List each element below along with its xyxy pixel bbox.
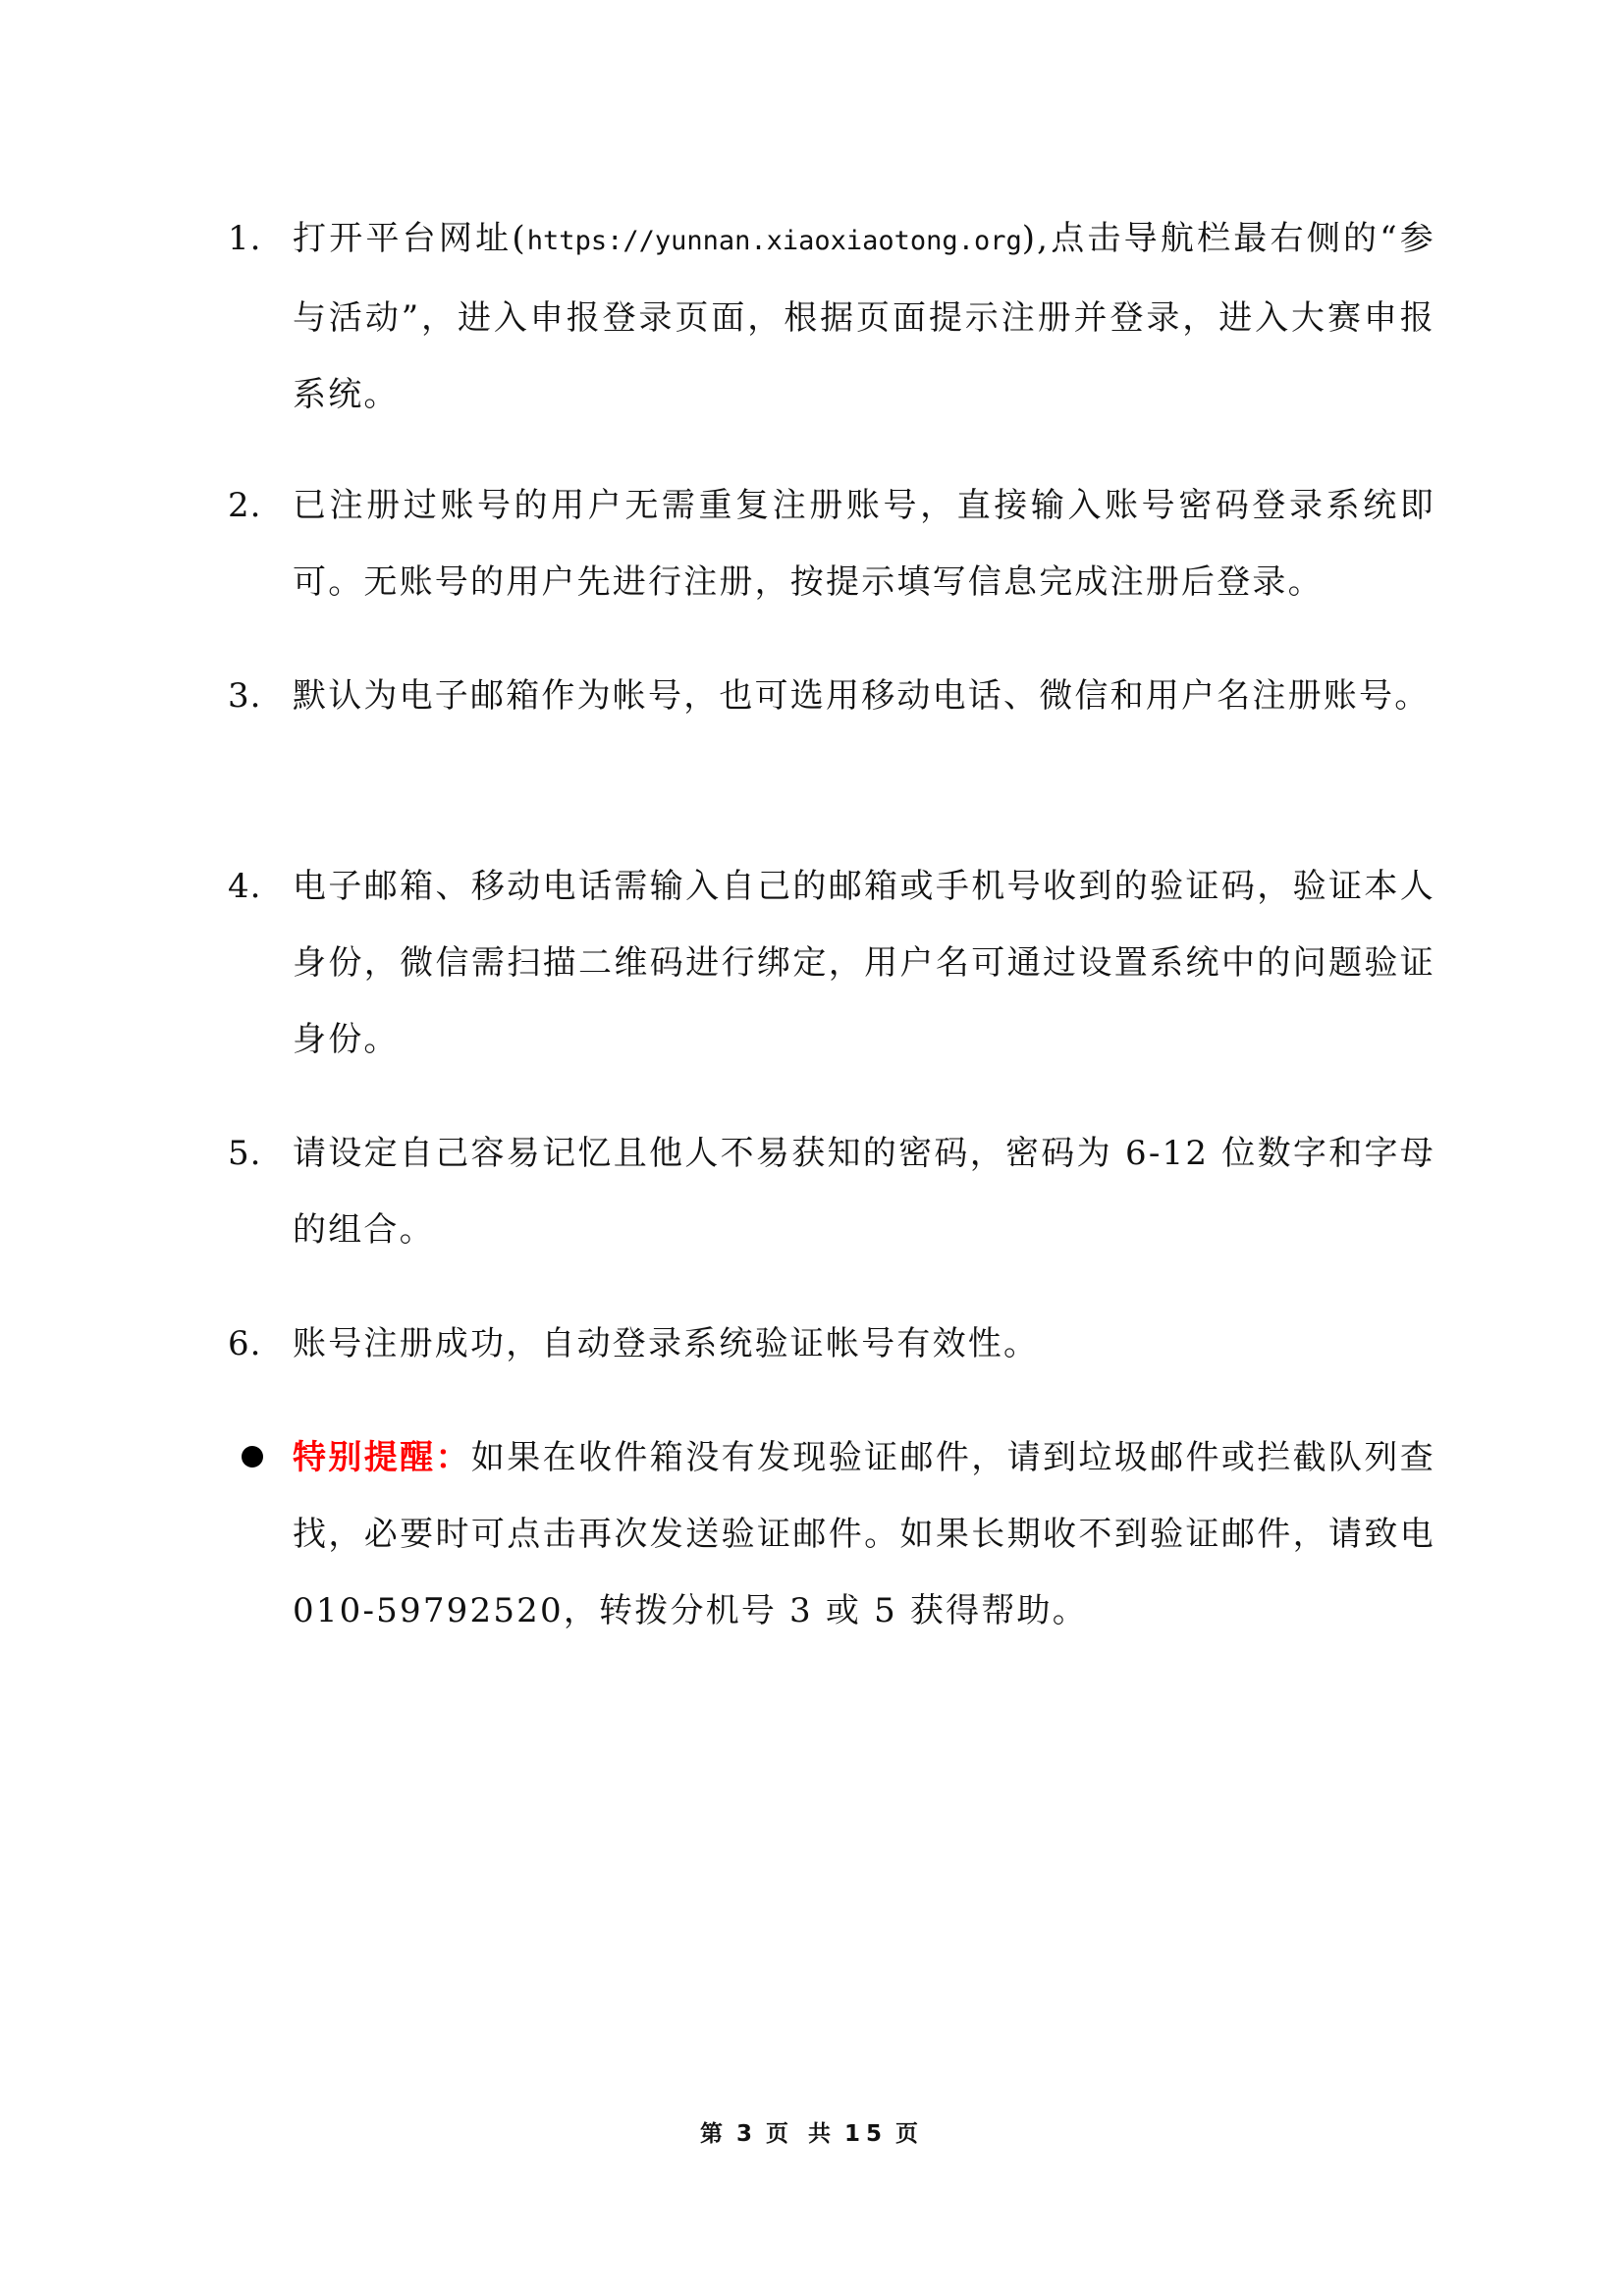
reminder-item (228, 1419, 1435, 1649)
page-footer (0, 2115, 1624, 2148)
list-number: 4. (228, 867, 262, 906)
list-number: 2. (228, 486, 262, 525)
list-text: 电子邮箱、移动电话需输入自己的邮箱或手机号收到的验证码，验证本人身份，微信需扫描二维码进行绑定，用户名可通过设置系统中的问题验证身份。 (293, 867, 1435, 1059)
list-text: 已注册过账号的用户无需重复注册账号，直接输入账号密码登录系统即可。无账号的用户先进行注册，按提示填写信息完成注册后登录。 (293, 486, 1435, 602)
platform-url-link[interactable]: https://yunnan.xiaoxiaotong.org (526, 226, 1022, 256)
list-text: 账号注册成功，自动登录系统验证帐号有效性。 (293, 1324, 1040, 1363)
footer-mid: 页 共 (765, 2121, 837, 2147)
footer-page-number: 3 (735, 2121, 758, 2147)
list-item-6 (228, 1306, 1435, 1382)
list-text: 请设定自己容易记忆且他人不易获知的密码，密码为 6-12 位数字和字母的组合。 (293, 1134, 1435, 1250)
list-number: 1. (228, 219, 262, 258)
list-number: 5. (228, 1134, 262, 1173)
reminder-body: 如果在收件箱没有发现验证邮件，请到垃圾邮件或拦截队列查找，必要时可点击再次发送验证邮件。如果长期收不到验证邮件，请致电 010-59792520，转拨分机号 3 或 5 获得帮助。 (293, 1438, 1435, 1630)
footer-prefix: 第 (699, 2121, 729, 2147)
reminder-text (293, 1419, 1435, 1649)
list-number: 3. (228, 676, 262, 716)
list-item-3 (228, 658, 1435, 734)
bullet-icon (242, 1446, 263, 1468)
list-text (293, 200, 1435, 433)
footer-suffix: 页 (895, 2121, 925, 2147)
list-item-4 (228, 848, 1435, 1078)
reminder-label: 特别提醒： (293, 1438, 471, 1477)
list-text: 默认为电子邮箱作为帐号，也可选用移动电话、微信和用户名注册账号。 (293, 676, 1431, 716)
list-item-2 (228, 467, 1435, 620)
list-item-1 (228, 200, 1435, 433)
text-after-url: ),点击导航栏最右侧的“参与活动”，进入申报登录页面，根据页面提示注册并登录，进入大赛申报系统。 (293, 219, 1435, 414)
list-number: 6. (228, 1324, 262, 1363)
list-item-5 (228, 1115, 1435, 1268)
text-before-url: 打开平台网址( (293, 219, 527, 258)
footer-total-pages: 15 (844, 2121, 889, 2147)
